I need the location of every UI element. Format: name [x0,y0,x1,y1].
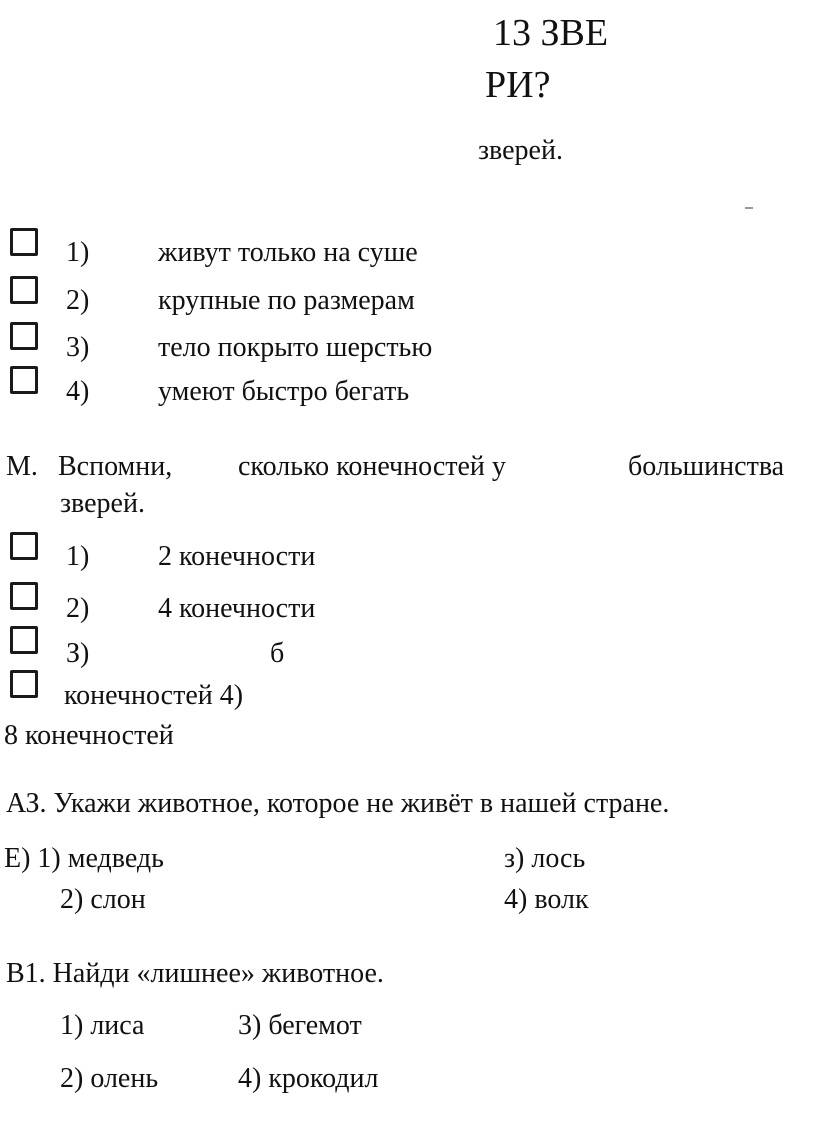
checkbox-7[interactable] [10,626,38,654]
checkbox-4[interactable] [10,366,38,394]
question-word: большинства [628,451,785,482]
option-continuation: конечностей 4) [64,680,244,711]
scan-speck [745,207,753,209]
question-continuation: зверей. [60,488,145,519]
option-number: 3) [66,332,90,363]
title-line-2: РИ? [485,64,551,106]
checkbox-5[interactable] [10,532,38,560]
answer-option: 1) лиса [60,1010,145,1041]
answer-option: 2) слон [60,884,146,915]
answer-option: 4) крокодил [238,1063,379,1094]
option-text: б [270,638,285,669]
checkbox-3[interactable] [10,322,38,350]
answer-option: Е) 1) медведь [4,843,164,874]
answer-option: 3) бегемот [238,1010,362,1041]
answer-option: 4) волк [504,884,589,915]
question-label: М. [6,451,38,482]
answer-option: 2) олень [60,1063,159,1094]
answer-option: з) лось [504,843,586,874]
option-number: 1) [66,541,90,572]
question-text: В1. Найди «лишнее» животное. [6,958,384,989]
checkbox-6[interactable] [10,582,38,610]
option-text: 4 конечности [158,593,316,624]
question-word: Вспомни, [58,451,173,482]
option-number: 1) [66,237,90,268]
question-text: АЗ. Укажи животное, которое не живёт в нашей стране. [6,788,670,819]
checkbox-1[interactable] [10,228,38,256]
checkbox-8[interactable] [10,670,38,698]
checkbox-2[interactable] [10,276,38,304]
option-number: 4) [66,376,90,407]
option-number: З) [66,638,90,669]
title-line-1: 13 ЗВЕ [493,12,609,54]
option-text: умеют быстро бегать [158,376,410,407]
option-text: крупные по размерам [158,285,415,316]
subtitle: зверей. [478,135,563,166]
question-word: сколько конечностей у [238,451,506,482]
option-text: тело покрыто шерстью [158,332,433,363]
option-number: 2) [66,593,90,624]
option-text: живут только на суше [158,237,418,268]
option-text: 2 конечности [158,541,316,572]
option-number: 2) [66,285,90,316]
option-text: 8 конечностей [4,720,174,751]
